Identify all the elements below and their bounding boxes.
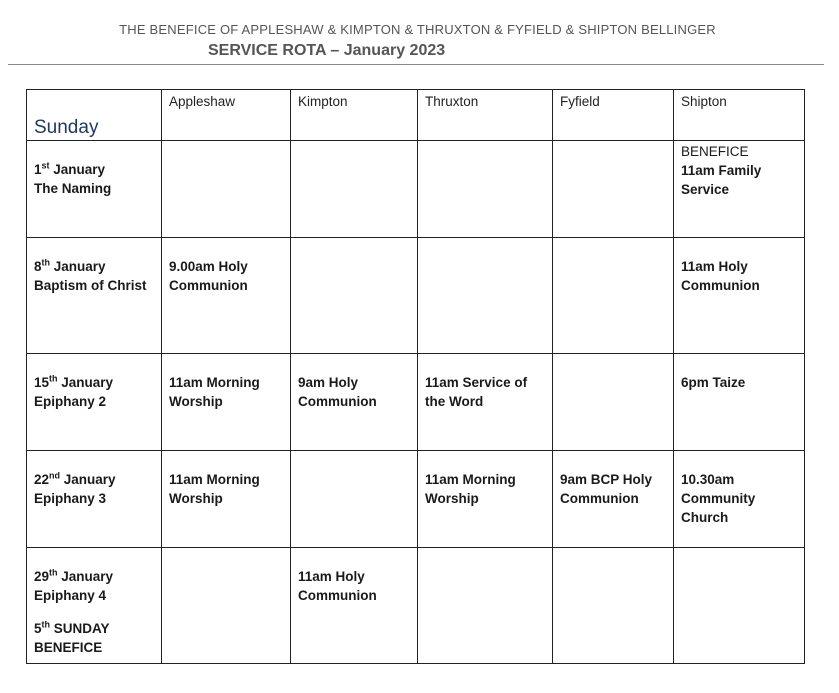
service-cell-thruxton — [418, 238, 553, 354]
date-cell: 8th January Baptism of Christ — [27, 238, 162, 354]
column-header-appleshaw: Appleshaw — [162, 90, 291, 141]
service-cell-kimpton: 9am Holy Communion — [291, 354, 418, 451]
service-cell-shipton: 10.30am Community Church — [674, 451, 805, 548]
service-cell-fyfield — [553, 141, 674, 238]
table-row — [27, 238, 805, 354]
service-cell-fyfield — [553, 548, 674, 664]
benefice-note: BENEFICE — [681, 144, 749, 159]
service-cell-appleshaw: 11am Morning Worship — [162, 451, 291, 548]
service-rota-table — [26, 89, 805, 664]
table-row — [27, 354, 805, 451]
service-cell-appleshaw: 9.00am Holy Communion — [162, 238, 291, 354]
corner-cell — [27, 90, 162, 141]
page-title: SERVICE ROTA – January 2023 — [208, 42, 446, 59]
service-cell-shipton: 11am Holy Communion — [674, 238, 805, 354]
service-cell-shipton: BENEFICE 11am Family Service — [674, 141, 805, 238]
service-cell-shipton — [674, 548, 805, 664]
service-cell-thruxton — [418, 141, 553, 238]
service-cell-kimpton — [291, 141, 418, 238]
service-cell-appleshaw — [162, 141, 291, 238]
date-cell: 15th January Epiphany 2 — [27, 354, 162, 451]
page-header — [0, 0, 839, 66]
table-row — [27, 548, 805, 664]
service-cell-fyfield — [553, 354, 674, 451]
header-divider — [8, 64, 824, 65]
service-cell-kimpton: 11am Holy Communion — [291, 548, 418, 664]
service-cell-fyfield: 9am BCP Holy Communion — [553, 451, 674, 548]
table-header-row — [27, 90, 805, 141]
column-header-thruxton: Thruxton — [418, 90, 553, 141]
column-header-kimpton: Kimpton — [291, 90, 418, 141]
sunday-label: Sunday — [34, 117, 99, 138]
service-cell-thruxton: 11am Service of the Word — [418, 354, 553, 451]
service-cell-appleshaw: 11am Morning Worship — [162, 354, 291, 451]
service-cell-kimpton — [291, 238, 418, 354]
service-cell-kimpton — [291, 451, 418, 548]
service-cell-shipton: 6pm Taize — [674, 354, 805, 451]
date-cell: 22nd January Epiphany 3 — [27, 451, 162, 548]
benefice-line: THE BENEFICE OF APPLESHAW & KIMPTON & THRUXTON & FYFIELD & SHIPTON BELLINGER — [119, 22, 716, 37]
table-row — [27, 451, 805, 548]
service-cell-thruxton: 11am Morning Worship — [418, 451, 553, 548]
fifth-sunday-note: 5th SUNDAY BENEFICE — [34, 619, 110, 655]
date-cell: 29th January Epiphany 4 5th SUNDAY BENEFICE — [27, 548, 162, 664]
date-cell: 1st January The Naming — [27, 141, 162, 238]
column-header-fyfield: Fyfield — [553, 90, 674, 141]
service-cell-fyfield — [553, 238, 674, 354]
service-cell-thruxton — [418, 548, 553, 664]
column-header-shipton: Shipton — [674, 90, 805, 141]
service-cell-appleshaw — [162, 548, 291, 664]
table-row — [27, 141, 805, 238]
